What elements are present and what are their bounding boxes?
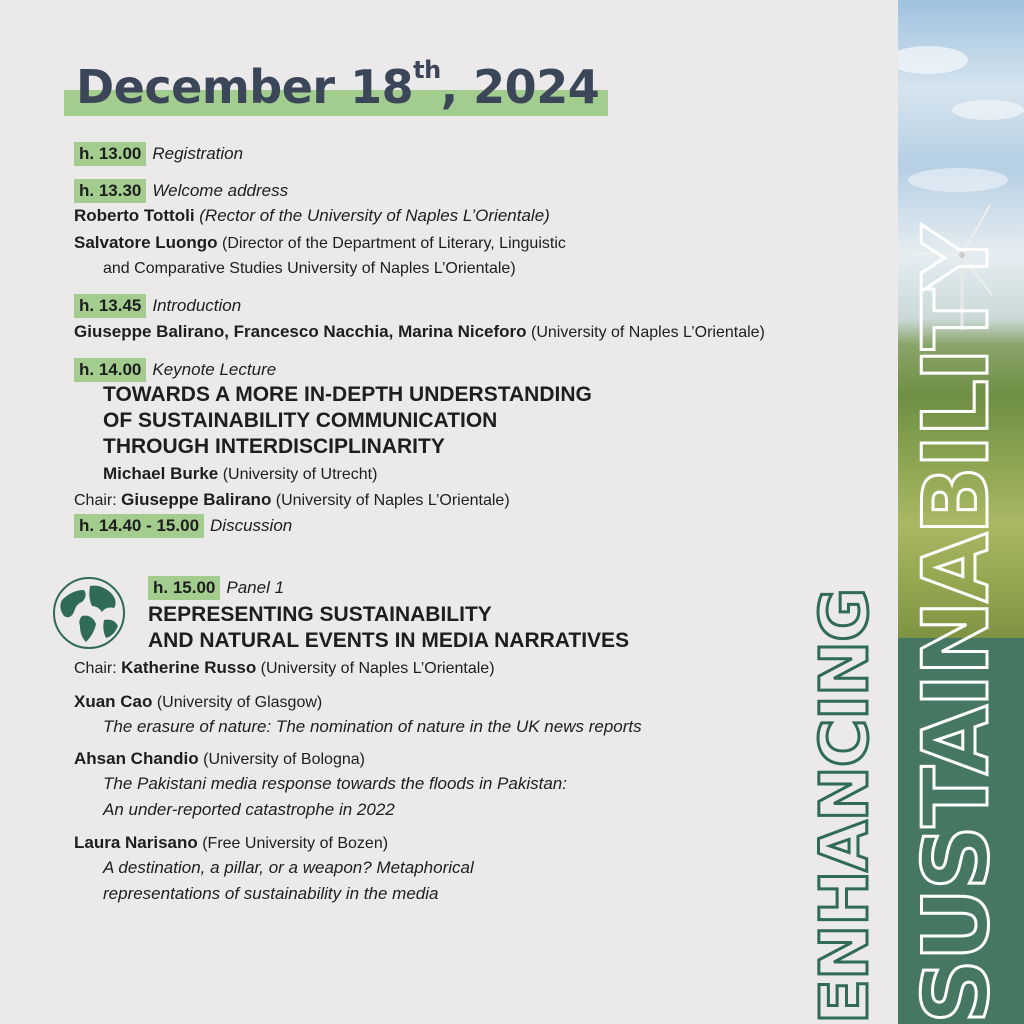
- session-label: Introduction: [152, 296, 242, 315]
- panel-chair: Chair: Katherine Russo (University of Naples L’Orientale): [74, 658, 495, 677]
- keynote-chair: Chair: Giuseppe Balirano (University of Naples L’Orientale): [74, 490, 510, 509]
- page-title: December 18th, 2024: [76, 56, 600, 114]
- talk-title: The erasure of nature: The nomination of nature in the UK news reports: [103, 717, 642, 736]
- talk-title: representations of sustainability in the media: [103, 884, 439, 903]
- speaker-line: Giuseppe Balirano, Francesco Nacchia, Marina Niceforo (University of Naples L’Orientale): [74, 322, 765, 341]
- schedule-registration: [74, 142, 243, 166]
- session-label: Keynote Lecture: [152, 360, 277, 379]
- keynote-title-line: OF SUSTAINABILITY COMMUNICATION: [103, 409, 498, 432]
- time-badge: h. 14.00: [74, 358, 146, 382]
- speaker-line: Salvatore Luongo (Director of the Department of Literary, Linguistic: [74, 233, 566, 252]
- globe-icon: [52, 576, 126, 650]
- schedule-discussion: [74, 514, 292, 538]
- session-label: Welcome address: [152, 181, 289, 200]
- session-label: Registration: [152, 144, 244, 163]
- speaker-line: Roberto Tottoli (Rector of the University of Naples L’Orientale): [74, 206, 550, 225]
- talk-title: An under-reported catastrophe in 2022: [103, 800, 395, 819]
- keynote-speaker: Michael Burke (University of Utrecht): [103, 464, 378, 483]
- panel-title-line: AND NATURAL EVENTS IN MEDIA NARRATIVES: [148, 629, 630, 652]
- session-label: Panel 1: [226, 578, 285, 597]
- keynote-title-line: TOWARDS A MORE IN-DEPTH UNDERSTANDING: [103, 383, 592, 406]
- enhancing-text: ENHANCING: [806, 588, 883, 1024]
- talk-speaker: Laura Narisano (Free University of Bozen): [74, 833, 389, 852]
- schedule-introduction: [74, 294, 241, 318]
- time-badge: h. 13.00: [74, 142, 146, 166]
- keynote-title-line: THROUGH INTERDISCIPLINARITY: [103, 435, 445, 458]
- time-badge: h. 13.30: [74, 179, 146, 203]
- schedule-welcome: [74, 179, 288, 203]
- talk-title: A destination, a pillar, or a weapon? Metaphorical: [103, 858, 474, 877]
- time-badge: h. 14.40 - 15.00: [74, 514, 204, 538]
- talk-speaker: Ahsan Chandio (University of Bologna): [74, 749, 365, 768]
- schedule-panel1: [148, 576, 284, 600]
- panel-title-line: REPRESENTING SUSTAINABILITY: [148, 603, 492, 626]
- talk-speaker: Xuan Cao (University of Glasgow): [74, 692, 323, 711]
- session-label: Discussion: [210, 516, 293, 535]
- schedule-keynote: [74, 358, 276, 382]
- time-badge: h. 15.00: [148, 576, 220, 600]
- sustainability-text: SUSTAINABILITY: [904, 227, 1009, 1024]
- talk-title: The Pakistani media response towards the floods in Pakistan:: [103, 774, 567, 793]
- speaker-affil-cont: and Comparative Studies University of Naples L’Orientale): [103, 260, 516, 277]
- time-badge: h. 13.45: [74, 294, 146, 318]
